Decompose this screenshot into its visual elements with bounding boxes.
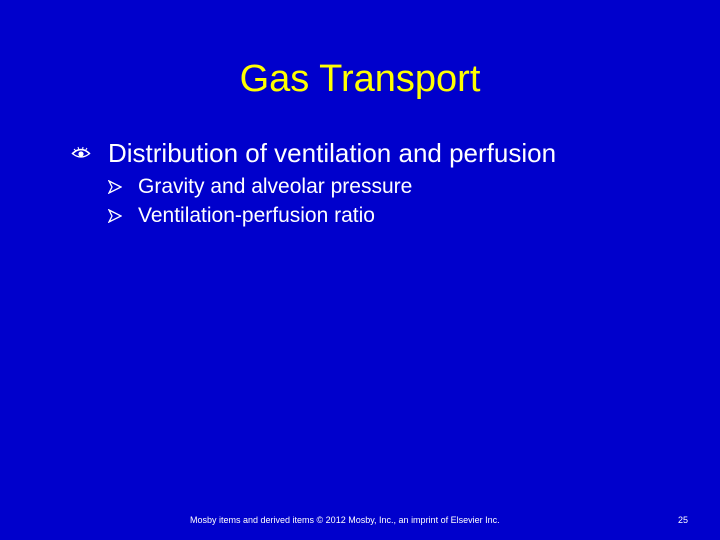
arrow-bullet-icon [108,209,122,223]
sub-bullet-item [108,172,412,201]
page-number: 25 [677,515,688,525]
arrow-bullet-icon [108,180,122,194]
bullet-text: Distribution of ventilation and perfusion [108,138,557,168]
sub-bullet-list [108,172,412,230]
sub-bullet-text: Gravity and alveolar pressure [138,174,413,198]
sub-bullet-item [108,201,412,230]
bullet-item [70,138,556,168]
sub-bullet-text: Ventilation-perfusion ratio [138,203,375,227]
slide-title: Gas Transport [239,58,481,100]
copyright-text: Mosby items and derived items © 2012 Mosby, Inc., an imprint of Elsevier Inc. [190,515,500,525]
eye-bullet-icon [70,143,92,163]
slide-footer [0,514,720,528]
